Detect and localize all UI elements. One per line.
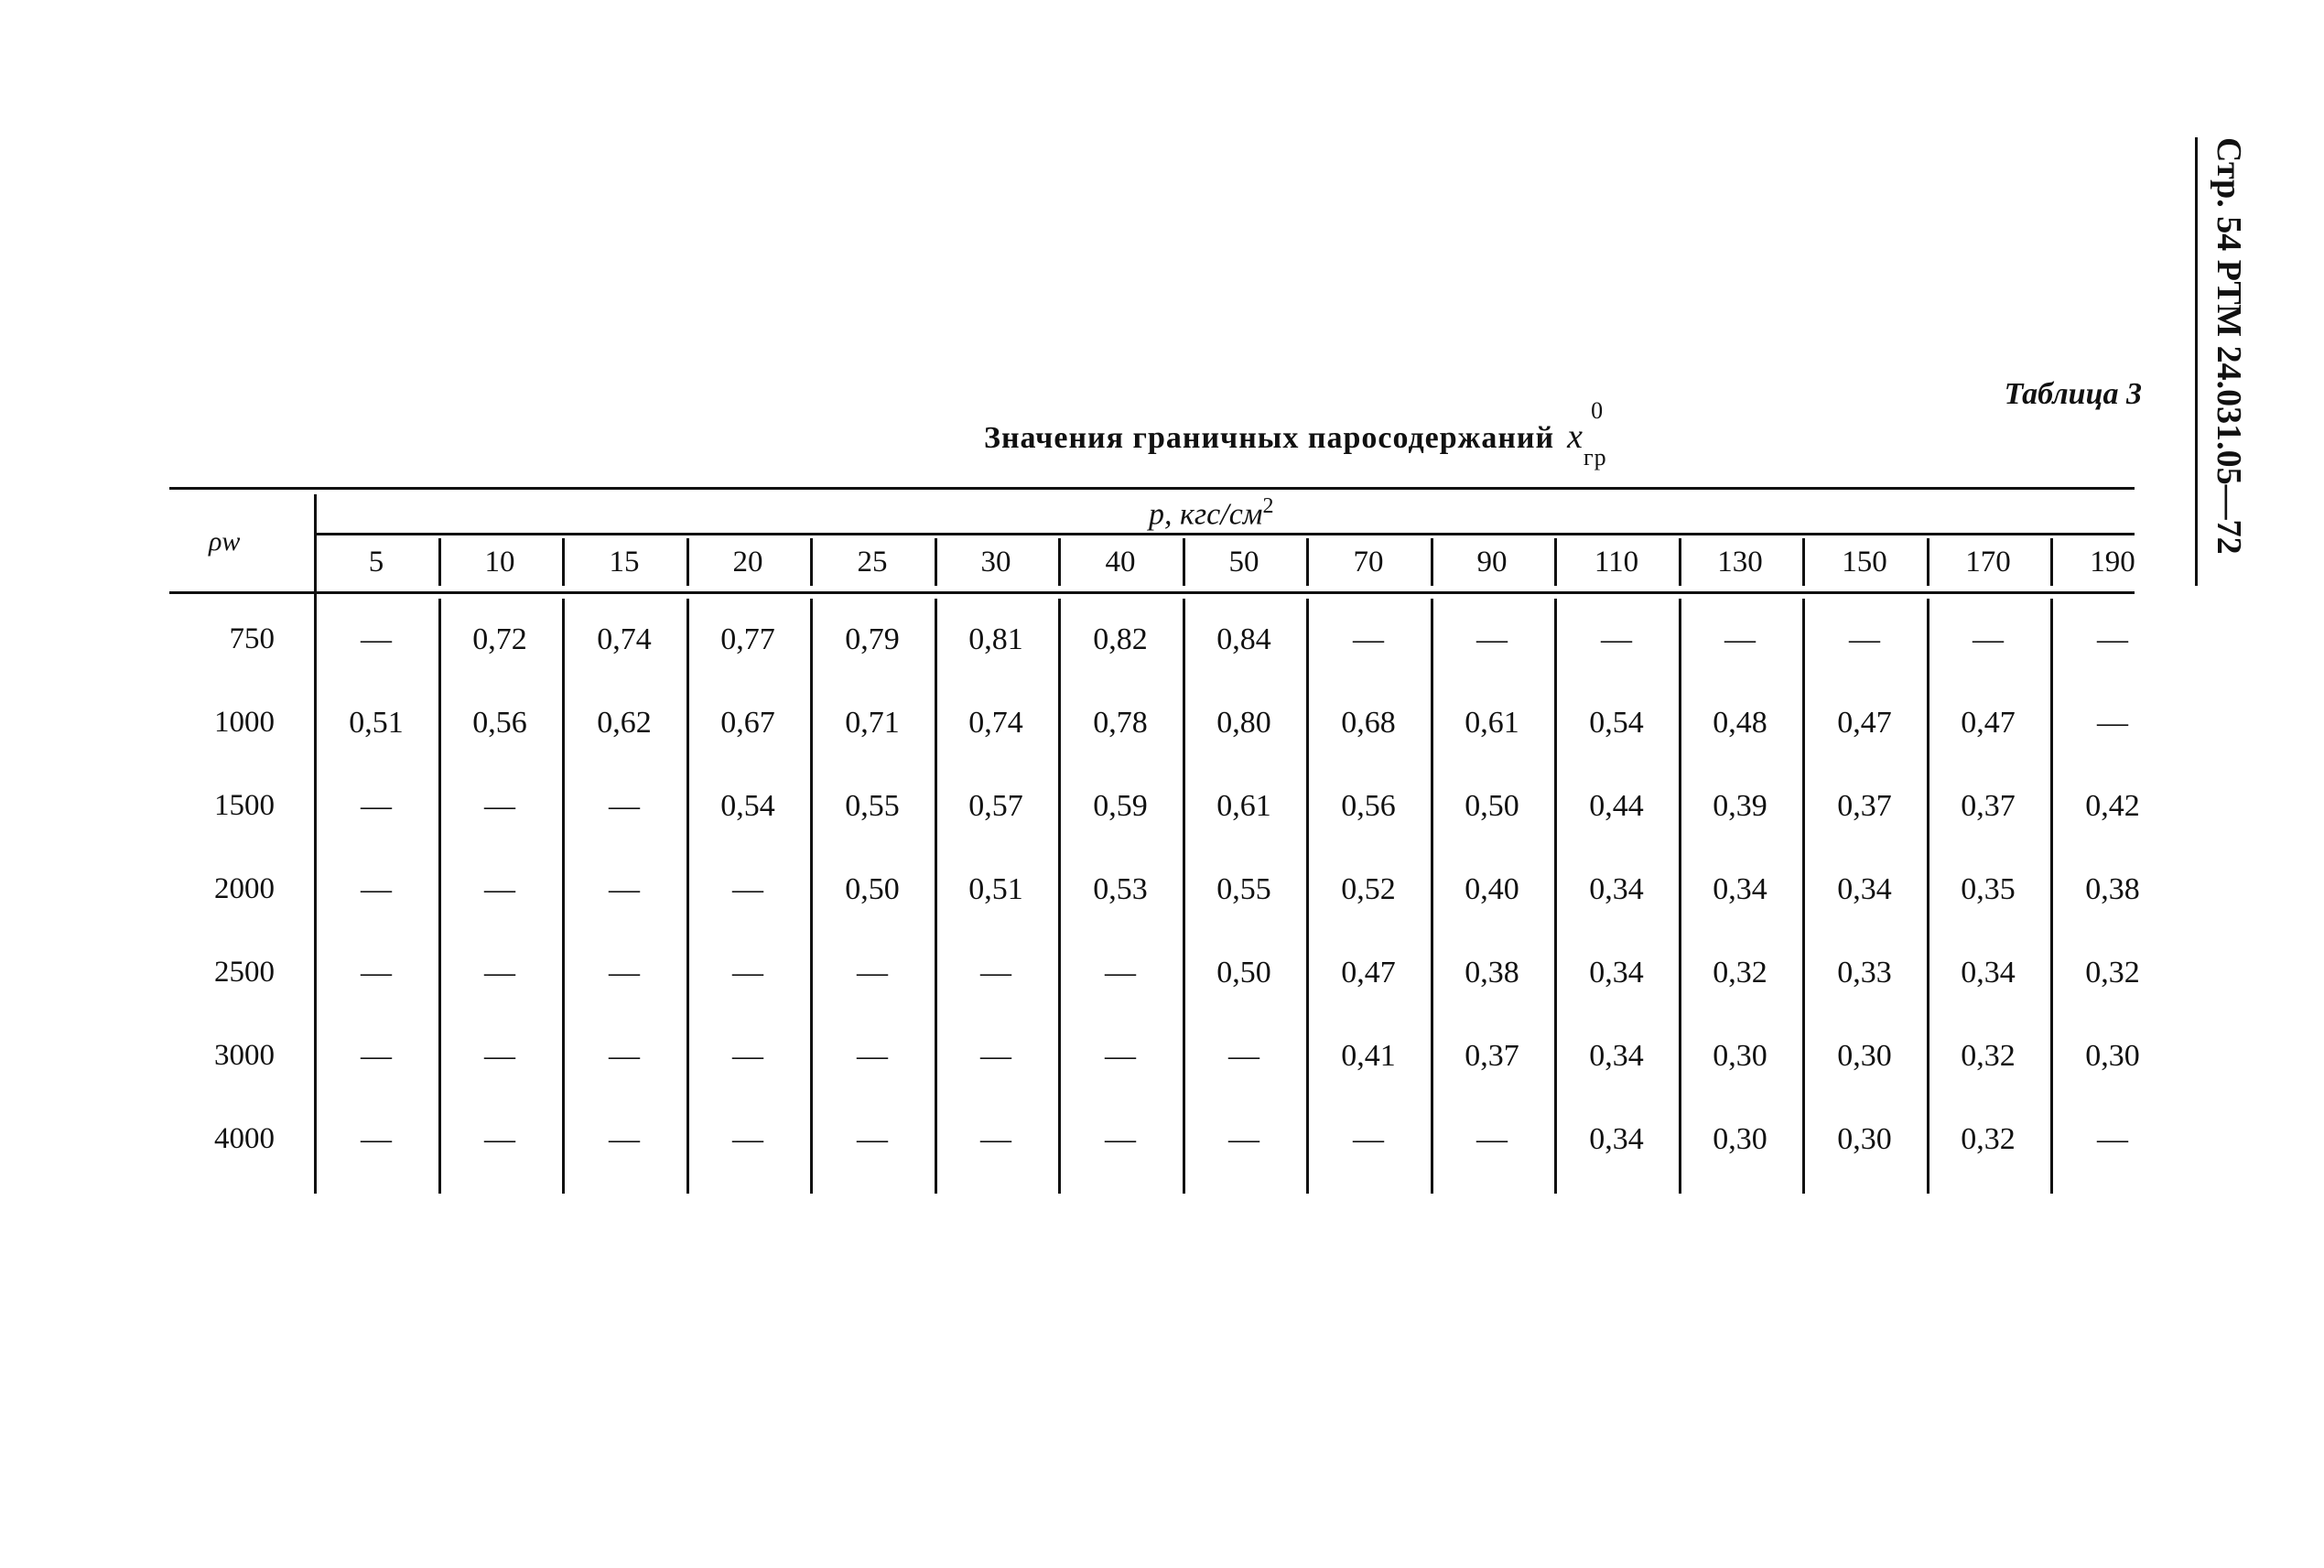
table-cell: 0,32 <box>1961 1122 2016 1156</box>
table-cell: 0,55 <box>845 789 900 823</box>
page-header <box>2206 137 2252 595</box>
column-header: 40 <box>1105 546 1136 579</box>
table-cell: 0,34 <box>1589 1039 1644 1073</box>
table-cell: 0,62 <box>597 706 652 740</box>
column-header: 130 <box>1717 546 1763 579</box>
column-header: 15 <box>609 546 640 579</box>
table-cell: — <box>361 622 392 656</box>
table-cell: 0,50 <box>1465 789 1519 823</box>
table-cell: 0,56 <box>1341 789 1396 823</box>
table-cell: — <box>1476 622 1508 656</box>
table-cell: 0,72 <box>472 622 527 656</box>
table-cell: — <box>484 1122 515 1156</box>
column-group-label <box>1149 494 1274 532</box>
table-cell: 0,79 <box>845 622 900 656</box>
table-cell: 0,37 <box>1837 789 1892 823</box>
table-cell: — <box>732 872 763 906</box>
table-cell: 0,30 <box>1713 1122 1767 1156</box>
column-header: 30 <box>980 546 1011 579</box>
table-cell: 0,53 <box>1093 872 1148 906</box>
table-cell: — <box>857 1122 888 1156</box>
table-cell: — <box>1353 1122 1384 1156</box>
table-cell: 0,68 <box>1341 706 1396 740</box>
table-cell: 0,33 <box>1837 956 1892 989</box>
table-cell: 0,61 <box>1465 706 1519 740</box>
table-top-rule <box>169 487 2135 490</box>
column-group-sup: 2 <box>1262 494 1274 518</box>
column-header: 170 <box>1965 546 2011 579</box>
table-cell: 0,34 <box>1961 956 2016 989</box>
table-cell: 0,38 <box>2085 872 2140 906</box>
row-label: 750 <box>229 622 275 655</box>
table-cell: 0,78 <box>1093 706 1148 740</box>
table-cell: — <box>1849 622 1880 656</box>
table-cell: 0,50 <box>845 872 900 906</box>
row-label: 1500 <box>214 789 275 822</box>
table-cell: — <box>732 956 763 989</box>
row-label-separator <box>314 494 317 1194</box>
column-header: 190 <box>2090 546 2135 579</box>
table-cell: 0,48 <box>1713 706 1767 740</box>
header-bottom-rule <box>169 591 2135 594</box>
title-variable-letter: x <box>1567 417 1584 456</box>
column-header: 90 <box>1476 546 1508 579</box>
table-cell: 0,84 <box>1216 622 1271 656</box>
column-header: 150 <box>1842 546 1887 579</box>
table-cell: — <box>484 1039 515 1073</box>
table-cell: — <box>609 872 640 906</box>
table-cell: — <box>2097 622 2128 656</box>
table-cell: — <box>857 1039 888 1073</box>
column-header: 70 <box>1353 546 1384 579</box>
row-header-label: ρw <box>209 526 241 557</box>
table-cell: 0,54 <box>720 789 775 823</box>
table-cell: 0,35 <box>1961 872 2016 906</box>
row-label: 3000 <box>214 1039 275 1072</box>
table-cell: 0,52 <box>1341 872 1396 906</box>
table-cell: 0,44 <box>1589 789 1644 823</box>
table-cell: — <box>484 872 515 906</box>
column-header: 110 <box>1594 546 1639 579</box>
table-cell: 0,30 <box>1713 1039 1767 1073</box>
table-cell: 0,34 <box>1837 872 1892 906</box>
table-cell: 0,34 <box>1713 872 1767 906</box>
table-cell: 0,51 <box>968 872 1023 906</box>
table-cell: 0,71 <box>845 706 900 740</box>
table-cell: — <box>609 1122 640 1156</box>
table-cell: 0,55 <box>1216 872 1271 906</box>
table-title-text: Значения граничных паросодержаний <box>984 421 1555 455</box>
table-cell: 0,37 <box>1465 1039 1519 1073</box>
table-cell: — <box>361 1039 392 1073</box>
table-cell: — <box>361 789 392 823</box>
table-cell: — <box>980 956 1011 989</box>
table-cell: 0,57 <box>968 789 1023 823</box>
table-cell: 0,61 <box>1216 789 1271 823</box>
table-cell: 0,37 <box>1961 789 2016 823</box>
title-variable-sub: гр <box>1583 443 1607 470</box>
table-cell: — <box>1228 1039 1259 1073</box>
table-cell: — <box>361 872 392 906</box>
table-title-variable <box>1567 397 1607 470</box>
table-cell: — <box>1105 1039 1136 1073</box>
table-cell: 0,54 <box>1589 706 1644 740</box>
table-cell: — <box>1228 1122 1259 1156</box>
table-cell: 0,51 <box>349 706 404 740</box>
page-header-rule <box>2195 137 2198 586</box>
table-cell: 0,80 <box>1216 706 1271 740</box>
table-cell: 0,41 <box>1341 1039 1396 1073</box>
table-cell: 0,32 <box>1713 956 1767 989</box>
table-cell: — <box>1973 622 2004 656</box>
table-cell: 0,34 <box>1589 956 1644 989</box>
table-cell: — <box>2097 706 2128 740</box>
table-cell: 0,42 <box>2085 789 2140 823</box>
table-cell: 0,38 <box>1465 956 1519 989</box>
table-cell: 0,47 <box>1341 956 1396 989</box>
table-cell: 0,32 <box>2085 956 2140 989</box>
table-cell: 0,74 <box>597 622 652 656</box>
table-cell: — <box>1476 1122 1508 1156</box>
table-cell: 0,30 <box>2085 1039 2140 1073</box>
table-cell: — <box>361 1122 392 1156</box>
row-label: 2000 <box>214 872 275 905</box>
table-title <box>984 397 1607 470</box>
table-cell: 0,30 <box>1837 1122 1892 1156</box>
column-header: 10 <box>484 546 515 579</box>
table-label: Таблица 3 <box>2004 377 2142 411</box>
column-header: 5 <box>368 546 384 579</box>
table-cell: — <box>361 956 392 989</box>
table-cell: — <box>732 1122 763 1156</box>
table-cell: 0,47 <box>1961 706 2016 740</box>
table-cell: 0,77 <box>720 622 775 656</box>
table-cell: 0,39 <box>1713 789 1767 823</box>
table-cell: 0,40 <box>1465 872 1519 906</box>
table-cell: — <box>1105 1122 1136 1156</box>
table-cell: 0,32 <box>1961 1039 2016 1073</box>
table-cell: — <box>980 1039 1011 1073</box>
page-header-text: Стр. 54 РТМ 24.031.05—72 <box>2210 137 2248 555</box>
column-group-text: p, кгс/см <box>1149 497 1263 532</box>
table-cell: 0,34 <box>1589 872 1644 906</box>
row-label: 2500 <box>214 956 275 989</box>
table-cell: — <box>1105 956 1136 989</box>
table-cell: — <box>1353 622 1384 656</box>
table-cell: — <box>2097 1122 2128 1156</box>
table-cell: — <box>857 956 888 989</box>
title-variable-sup: 0 <box>1591 397 1605 424</box>
table-cell: — <box>609 1039 640 1073</box>
table-cell: — <box>1724 622 1756 656</box>
table-cell: — <box>732 1039 763 1073</box>
table-cell: 0,74 <box>968 706 1023 740</box>
table-cell: — <box>609 956 640 989</box>
table-cell: — <box>484 789 515 823</box>
table-cell: — <box>484 956 515 989</box>
table-cell: — <box>1601 622 1632 656</box>
column-header: 20 <box>732 546 763 579</box>
table-cell: 0,81 <box>968 622 1023 656</box>
table-cell: 0,47 <box>1837 706 1892 740</box>
table-cell: 0,82 <box>1093 622 1148 656</box>
table-cell: 0,59 <box>1093 789 1148 823</box>
column-header: 50 <box>1228 546 1259 579</box>
table-cell: 0,56 <box>472 706 527 740</box>
group-header-rule <box>314 533 2135 535</box>
table-cell: — <box>609 789 640 823</box>
row-label: 1000 <box>214 706 275 739</box>
row-label: 4000 <box>214 1122 275 1155</box>
table-cell: — <box>980 1122 1011 1156</box>
table-cell: 0,30 <box>1837 1039 1892 1073</box>
table-cell: 0,50 <box>1216 956 1271 989</box>
table-cell: 0,67 <box>720 706 775 740</box>
table-cell: 0,34 <box>1589 1122 1644 1156</box>
column-header: 25 <box>857 546 888 579</box>
